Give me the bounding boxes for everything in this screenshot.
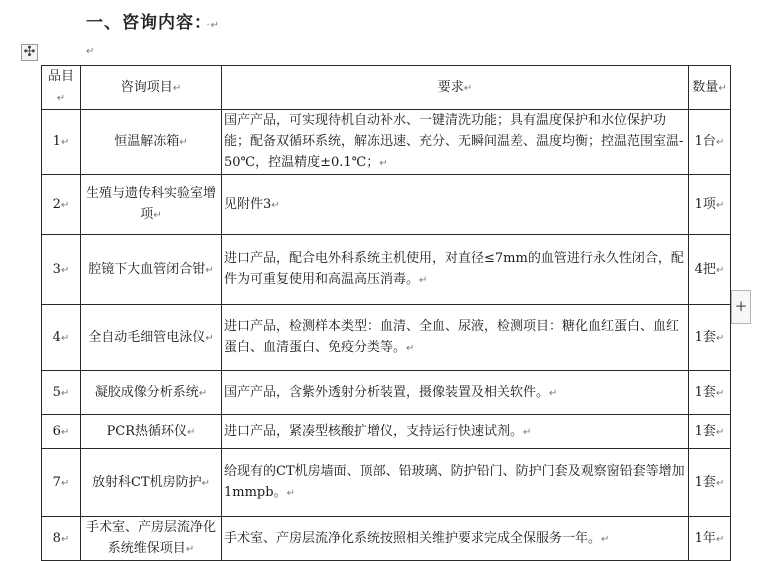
row-number-cell: 5↵ [42,371,81,415]
table-row [42,110,731,175]
header-cell-requirement: 要求↵ [222,66,689,110]
quantity-cell: 1年↵ [689,517,731,561]
add-row-icon[interactable]: + [731,290,751,324]
consultation-table [41,65,731,561]
requirement-cell: 进口产品，紧凑型核酸扩增仪，支持运行快速试剂。↵ [222,415,689,449]
requirement-cell: 给现有的CT机房墙面、顶部、铅玻璃、防护铅门、防护门套及观察窗铅套等增加1mmpb。↵ [222,449,689,517]
item-name-cell: 手术室、产房层流净化系统维保项目↵ [81,517,222,561]
row-number-cell: 2↵ [42,175,81,235]
header-cell-no: 品目↵ [42,66,81,110]
item-name-cell: 生殖与遗传科实验室增项↵ [81,175,222,235]
quantity-cell: 1套↵ [689,415,731,449]
table-row [42,517,731,561]
table-header-row [42,66,731,110]
requirement-cell: 国产产品，可实现待机自动补水、一键清洗功能；具有温度保护和水位保护功能；配备双循环系统，解冻迅速、充分、无瞬间温差、温度均衡；控温范围室温-50℃，控温精度±0.1℃；↵ [222,110,689,175]
section-heading [86,8,220,33]
item-name-cell: 凝胶成像分析系统↵ [81,371,222,415]
table-row [42,175,731,235]
row-number-cell: 1↵ [42,110,81,175]
table-row [42,305,731,371]
paragraph-mark: ↵ [86,46,95,57]
item-name-cell: 全自动毛细管电泳仪↵ [81,305,222,371]
table-move-handle-icon[interactable]: ✣ [21,44,38,61]
quantity-cell: 1项↵ [689,175,731,235]
quantity-cell: 1套↵ [689,371,731,415]
quantity-cell: 1套↵ [689,305,731,371]
item-name-cell: 放射科CT机房防护↵ [81,449,222,517]
quantity-cell: 1套↵ [689,449,731,517]
paragraph-mark: ·↵ [206,20,221,31]
table-row [42,371,731,415]
row-number-cell: 4↵ [42,305,81,371]
header-cell-quantity: 数量↵ [689,66,731,110]
section-heading-text: 一、咨询内容： [86,13,204,33]
item-name-cell: PCR热循环仪↵ [81,415,222,449]
requirement-cell: 见附件3↵ [222,175,689,235]
requirement-cell: 国产产品，含紫外透射分析装置，摄像装置及相关软件。↵ [222,371,689,415]
quantity-cell: 4把↵ [689,235,731,305]
item-name-cell: 腔镜下大血管闭合钳↵ [81,235,222,305]
row-number-cell: 8↵ [42,517,81,561]
table-row [42,415,731,449]
quantity-cell: 1台↵ [689,110,731,175]
requirement-cell: 进口产品，配合电外科系统主机使用，对直径≤7mm的血管进行永久性闭合，配件为可重复使用和高温高压消毒。↵ [222,235,689,305]
requirement-cell: 进口产品，检测样本类型：血清、全血、尿液，检测项目：糖化血红蛋白、血红蛋白、血清蛋白、免疫分类等。↵ [222,305,689,371]
item-name-cell: 恒温解冻箱↵ [81,110,222,175]
row-number-cell: 3↵ [42,235,81,305]
row-number-cell: 6↵ [42,415,81,449]
row-number-cell: 7↵ [42,449,81,517]
table-row [42,449,731,517]
table-row [42,235,731,305]
requirement-cell: 手术室、产房层流净化系统按照相关维护要求完成全保服务一年。↵ [222,517,689,561]
header-cell-item: 咨询项目↵ [81,66,222,110]
